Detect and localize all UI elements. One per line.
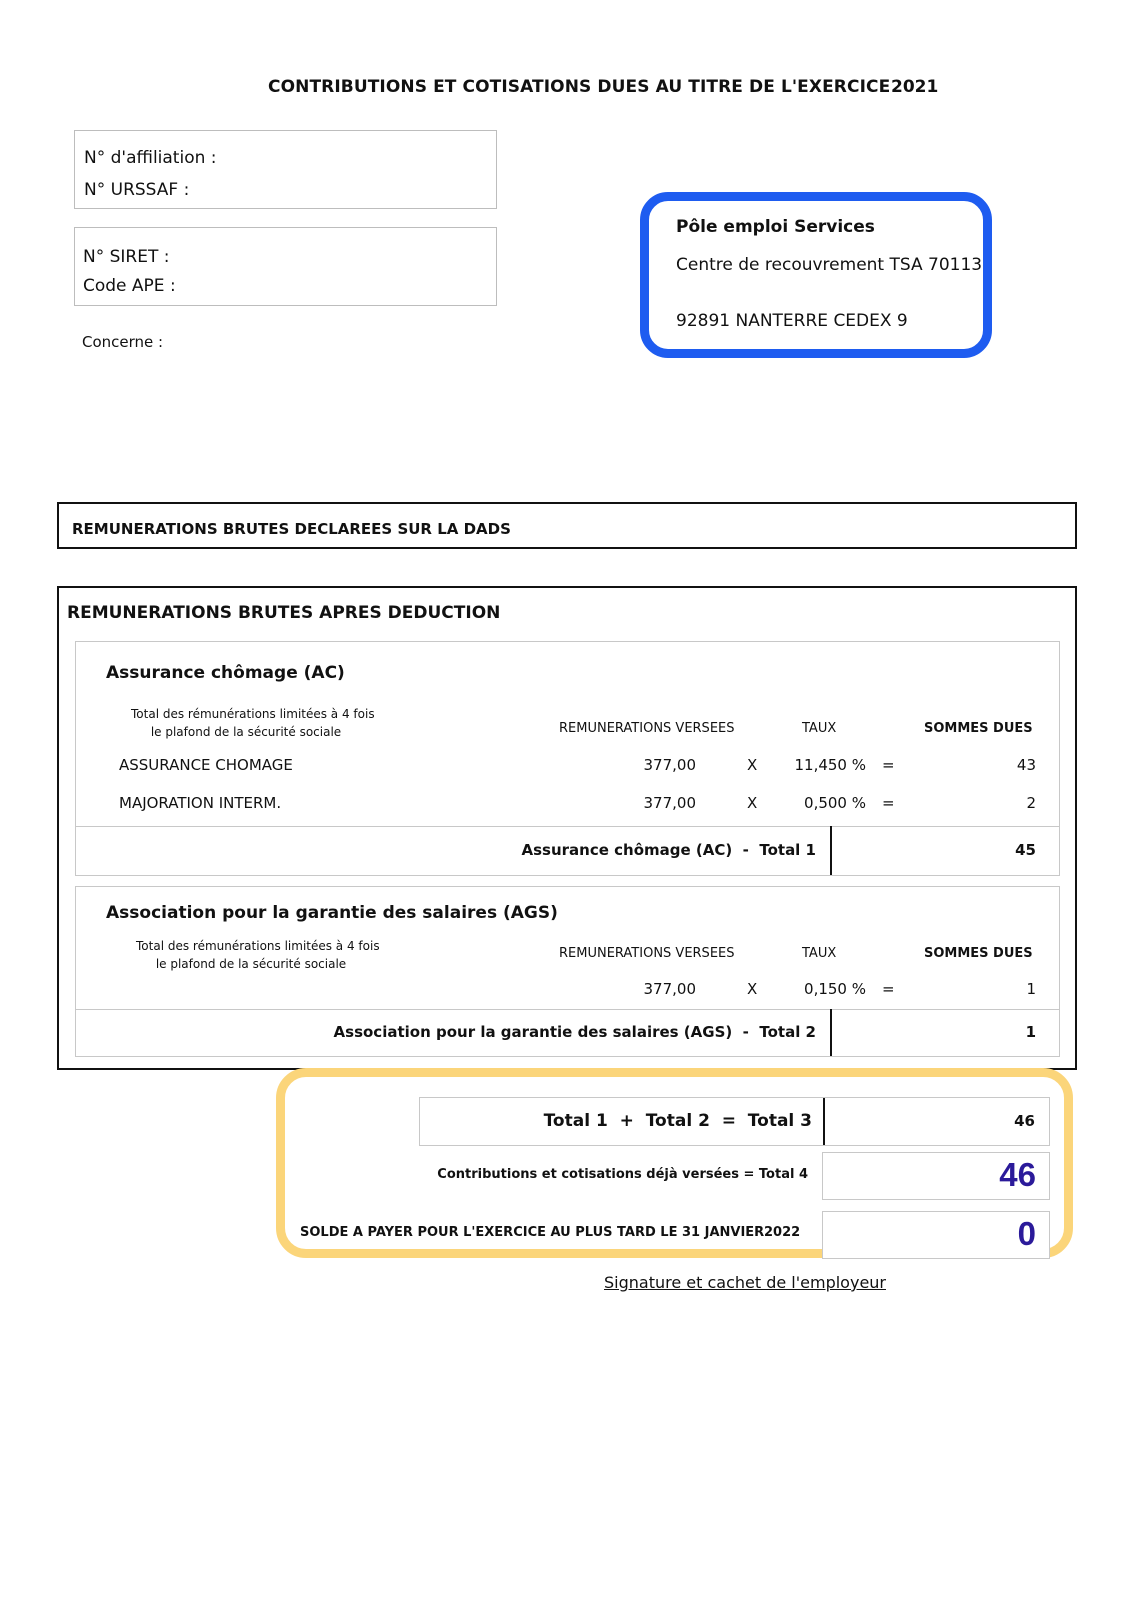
ags-col-taux: TAUX [802,946,837,961]
ags-note [136,937,380,973]
ac-row-x: X [747,756,758,774]
ac-row-due: 2 [1026,794,1036,812]
dads-box [57,502,1077,549]
dads-label: REMUNERATIONS BRUTES DECLAREES SUR LA DADS [72,520,511,538]
solde-value: 0 [1017,1215,1036,1252]
ac-row-label: MAJORATION INTERM. [119,794,282,812]
ac-total-value: 45 [1015,841,1036,859]
siret-label: N° SIRET : [83,247,170,267]
ac-total-separator [830,826,832,875]
ac-col-remu: REMUNERATIONS VERSEES [559,721,735,736]
solde-label: SOLDE A PAYER POUR L'EXERCICE AU PLUS TARD LE 31 JANVIER [300,1225,765,1240]
ac-row-x: X [747,794,758,812]
main-title: REMUNERATIONS BRUTES APRES DEDUCTION [67,603,501,623]
total3-row [419,1097,1050,1146]
concerne-label: Concerne : [82,333,164,351]
address-name: Pôle emploi Services [676,217,875,237]
address-line2: 92891 NANTERRE CEDEX 9 [676,311,908,331]
total3-separator [823,1098,825,1145]
ac-row-remu: 377,00 [643,756,696,774]
ac-row-label: ASSURANCE CHOMAGE [119,756,293,774]
ags-row-eq: = [882,980,895,998]
totals-box [276,1068,1073,1258]
urssaf-label: N° URSSAF : [84,180,190,200]
ac-note-line1: Total des rémunérations limitées à 4 fois [131,707,375,721]
ags-total-label: Association pour la garantie des salaires (AGS) - Total 2 [333,1023,816,1041]
ac-col-taux: TAUX [802,721,837,736]
ags-total-value: 1 [1025,1023,1036,1041]
total3-value: 46 [1014,1112,1035,1130]
ags-divider [76,1009,1059,1010]
ags-col-sommes: SOMMES DUES [924,946,1033,961]
ags-note-line1: Total des rémunérations limitées à 4 fois [136,939,380,953]
address-line1: Centre de recouvrement TSA 70113 [676,255,983,275]
ac-total-label: Assurance chômage (AC) - Total 1 [521,841,816,859]
ac-row-eq: = [882,794,895,812]
ac-row-taux: 0,500 % [804,794,866,812]
address-box [640,192,992,358]
total3-label: Total 1 + Total 2 = Total 3 [543,1111,812,1131]
affiliation-box [74,130,497,209]
ac-note [131,705,375,741]
ac-divider [76,826,1059,827]
ags-note-line2: le plafond de la sécurité sociale [155,957,347,971]
ags-title: Association pour la garantie des salaires (AGS) [106,903,558,923]
siret-box [74,227,497,306]
ags-row-x: X [747,980,758,998]
ags-section [75,886,1060,1057]
total4-value: 46 [999,1156,1036,1193]
solde-cell [822,1211,1050,1259]
ac-row-taux: 11,450 % [794,756,866,774]
ac-section [75,641,1060,876]
total4-label: Contributions et cotisations déjà versées = Total 4 [437,1167,808,1182]
document-year: 2021 [891,77,939,97]
ags-row-due: 1 [1026,980,1036,998]
main-section [57,586,1077,1070]
ac-note-line2: le plafond de la sécurité sociale [150,725,342,739]
ac-row-due: 43 [1016,756,1036,774]
ac-row-eq: = [882,756,895,774]
ac-title: Assurance chômage (AC) [106,663,345,683]
ags-row-remu: 377,00 [643,980,696,998]
ags-total-separator [830,1009,832,1056]
ac-row-remu: 377,00 [643,794,696,812]
document-title: CONTRIBUTIONS ET COTISATIONS DUES AU TITRE DE L'EXERCICE [268,77,891,97]
signature-label: Signature et cachet de l'employeur [604,1273,886,1292]
ags-col-remu: REMUNERATIONS VERSEES [559,946,735,961]
affiliation-label: N° d'affiliation : [84,148,217,168]
ac-col-sommes: SOMMES DUES [924,721,1033,736]
ape-label: Code APE : [83,276,176,296]
ags-row-taux: 0,150 % [804,980,866,998]
total4-cell [822,1152,1050,1200]
solde-year: 2022 [764,1225,801,1240]
